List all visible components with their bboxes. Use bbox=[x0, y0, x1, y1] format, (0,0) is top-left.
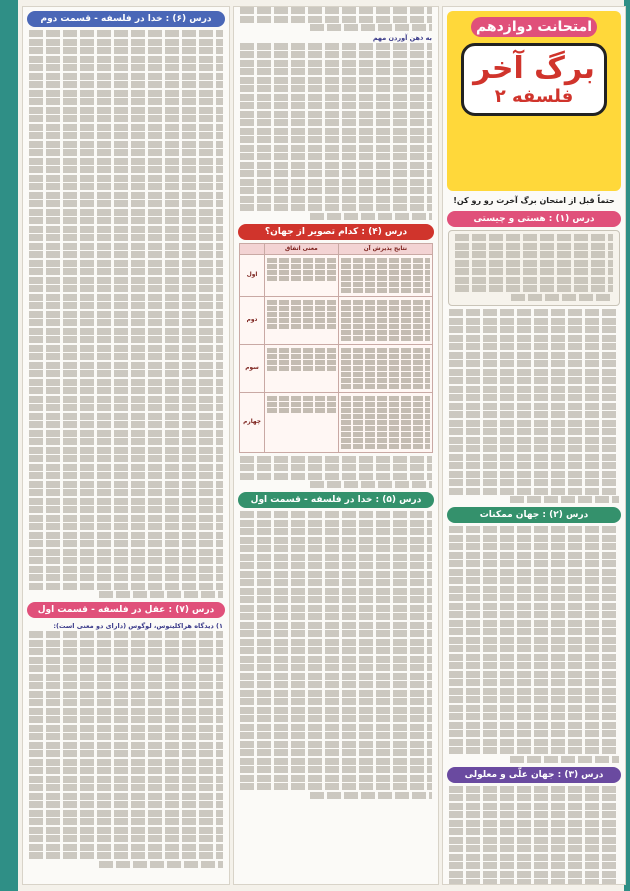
table-row bbox=[240, 344, 433, 392]
table-row bbox=[240, 392, 433, 452]
section-header-2: درس (۲) : جهان ممکنات bbox=[447, 507, 621, 523]
right-column bbox=[442, 6, 626, 885]
page-title: برگ آخر bbox=[473, 51, 595, 86]
text-box bbox=[448, 230, 620, 306]
title-block bbox=[447, 11, 621, 205]
left-column bbox=[22, 6, 230, 885]
bullet-heraclitus: ۱) دیدگاه هراکلیتوس، لوگوس (دارای دو معنی است): bbox=[53, 622, 223, 630]
table-header-result: نتایج پذیرش آن bbox=[338, 243, 432, 254]
page-subtitle: فلسفه ۲ bbox=[494, 86, 574, 107]
comparison-table bbox=[239, 243, 433, 453]
title-bubble bbox=[461, 43, 607, 116]
row-label: اول bbox=[240, 254, 265, 296]
section-header-1: درس (۱) : هستی و چیستی bbox=[447, 211, 621, 227]
table-header-meaning: معنی اتفاق bbox=[265, 243, 339, 254]
tagline: حتماً قبل از امتحان برگ آخرت رو رو کن! bbox=[453, 196, 615, 205]
bullet-important: به ذهن آوردن مهم bbox=[372, 33, 432, 42]
table-row bbox=[240, 254, 433, 296]
row-label: سوم bbox=[240, 344, 265, 392]
section-header-3: درس (۳) : جهان علّی و معلولی bbox=[447, 767, 621, 783]
section-header-5: درس (۵) : خدا در فلسفه - قسمت اول bbox=[238, 492, 434, 508]
section-header-4: درس (۴) : کدام تصویر از جهان؟ bbox=[238, 224, 434, 240]
middle-column bbox=[233, 6, 439, 885]
row-label: چهارم bbox=[240, 392, 265, 452]
section-header-7: درس (۷) : عقل در فلسفه - قسمت اول bbox=[27, 602, 225, 618]
section-header-6: درس (۶) : خدا در فلسفه - قسمت دوم bbox=[27, 11, 225, 27]
row-label: دوم bbox=[240, 296, 265, 344]
left-spine bbox=[0, 0, 18, 891]
table-row bbox=[240, 296, 433, 344]
kicker: امتحانت دوازدهم bbox=[471, 17, 597, 37]
